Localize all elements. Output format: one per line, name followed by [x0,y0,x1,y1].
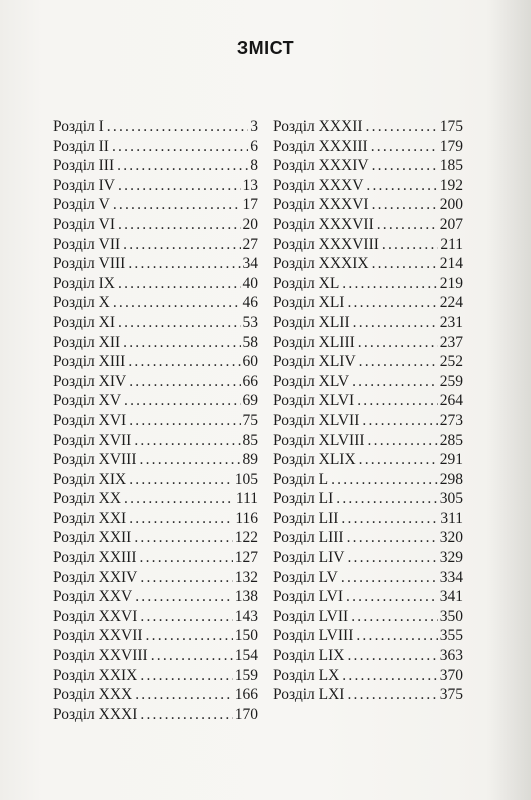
toc-entry-page-number: 27 [242,235,258,253]
toc-entry-leader-dots [371,137,438,157]
toc-entry-label: Розділ IX [53,274,115,292]
toc-entry [273,607,463,627]
toc-entry-label: Розділ LIV [273,549,345,567]
toc-entry-leader-dots [377,215,438,235]
toc-entry-leader-dots [118,176,241,196]
toc-entry [53,685,258,705]
toc-entry-label: Розділ LXI [273,686,345,704]
toc-entry [53,176,258,196]
toc-entry-leader-dots [113,195,241,215]
toc-entry-label: Розділ XXVIII [53,647,148,665]
toc-entry-label: Розділ LIX [273,647,345,665]
toc-entry-label: Розділ XXIV [53,568,138,586]
toc-entry-leader-dots [140,568,232,588]
toc-entry [53,607,258,627]
toc-entry-label: Розділ XVI [53,411,127,429]
toc-entry-leader-dots [140,607,232,627]
toc-entry-page-number: 3 [250,118,258,135]
toc-entry-leader-dots [112,137,248,157]
toc-entry-leader-dots [352,372,438,392]
toc-entry [53,431,258,451]
toc-entry-page-number: 211 [440,235,463,253]
toc-entry-page-number: 6 [250,137,258,155]
toc-entry-leader-dots [372,195,438,215]
toc-entry-leader-dots [347,548,437,568]
toc-entry-leader-dots [129,509,233,529]
toc-entry-label: Розділ XXI [53,509,127,527]
toc-entry [273,117,463,137]
toc-entry [53,568,258,588]
toc-entry-label: Розділ XLVII [273,411,360,429]
toc-entry-page-number: 40 [242,274,258,292]
toc-entry [273,509,463,529]
toc-entry-label: Розділ LVIII [273,627,354,645]
toc-entry [273,626,463,646]
toc-entry-label: Розділ XLII [273,313,350,331]
toc-entry-page-number: 150 [234,627,258,645]
toc-entry-leader-dots [347,646,437,666]
toc-entry-page-number: 170 [234,705,258,723]
toc-entry-page-number: 252 [439,353,463,371]
toc-entry [53,587,258,607]
toc-entry-leader-dots [342,666,437,686]
toc-entry-page-number: 320 [439,529,463,547]
toc-entry-label: Розділ XL [273,274,340,292]
toc-entry-leader-dots [129,372,240,392]
toc-entry-leader-dots [346,587,438,607]
toc-entry-label: Розділ XIII [53,353,126,371]
toc-entry-page-number: 154 [234,647,258,665]
toc-entry-leader-dots [134,528,232,548]
toc-entry-leader-dots [140,705,232,725]
toc-entry-label: Розділ XXXVI [273,196,369,214]
toc-entry-page-number: 224 [439,294,463,312]
toc-entry-leader-dots [118,313,241,333]
toc-entry [273,293,463,313]
toc-entry-leader-dots [123,333,240,353]
toc-entry-leader-dots [129,411,240,431]
toc-entry-label: Розділ XXXII [273,118,363,135]
toc-entry [273,235,463,255]
toc-entry-leader-dots [140,450,241,470]
toc-entry-label: Розділ XI [53,313,115,331]
toc-entry [273,450,463,470]
toc-entry-page-number: 66 [242,372,258,390]
toc-entry-label: Розділ XXXVIII [273,235,379,253]
page-title: ЗМІСТ [236,38,295,58]
toc-entry-page-number: 185 [439,157,463,175]
toc-entry [53,333,258,353]
toc-entry-label: Розділ XLIII [273,333,355,351]
toc-entry [273,470,463,490]
toc-entry-label: Розділ XXXV [273,176,364,194]
toc-entry-label: Розділ XXXI [53,705,138,723]
toc-entry [53,215,258,235]
toc-entry-label: Розділ XXII [53,529,132,547]
toc-entry [53,666,258,686]
toc-entry-leader-dots [118,274,241,294]
toc-entry-leader-dots [341,509,438,529]
toc-entry-leader-dots [341,568,438,588]
toc-entry [53,313,258,333]
toc-entry-page-number: 350 [439,607,463,625]
toc-entry [273,489,463,509]
toc-entry-page-number: 69 [242,392,258,410]
toc-entry-page-number: 85 [242,431,258,449]
toc-entry-page-number: 105 [234,470,258,488]
toc-left-column [53,117,258,724]
toc-entry-page-number: 60 [242,353,258,371]
toc-entry-leader-dots [336,489,437,509]
toc-entry [273,587,463,607]
toc-entry-label: Розділ VII [53,235,121,253]
toc-entry-page-number: 166 [234,686,258,704]
toc-entry-label: Розділ X [53,294,110,312]
toc-entry-leader-dots [118,215,241,235]
toc-entry [53,411,258,431]
toc-entry-page-number: 363 [439,647,463,665]
toc-entry [273,137,463,157]
toc-entry [53,705,258,725]
toc-entry-page-number: 264 [439,392,463,410]
toc-entry-label: Розділ VIII [53,255,126,273]
toc-entry-leader-dots [358,333,438,353]
toc-entry-page-number: 334 [439,568,463,586]
toc-entry-leader-dots [359,352,438,372]
toc-entry-leader-dots [351,607,438,627]
toc-entry-page-number: 200 [439,196,463,214]
toc-entry-page-number: 259 [439,372,463,390]
toc-entry-leader-dots [128,254,240,274]
toc-entry-page-number: 116 [235,509,258,527]
toc-entry-leader-dots [347,685,437,705]
toc-entry [53,646,258,666]
toc-entry [273,528,463,548]
toc-entry-leader-dots [146,626,233,646]
toc-entry-page-number: 175 [439,118,463,135]
toc-entry [273,333,463,353]
toc-entry-label: Розділ LI [273,490,334,508]
toc-entry [53,391,258,411]
toc-entry [273,431,463,451]
toc-entry-label: Розділ III [53,157,115,175]
toc-entry [273,215,463,235]
toc-entry-label: Розділ IV [53,176,115,194]
toc-entry-page-number: 122 [234,529,258,547]
toc-entry-page-number: 138 [234,588,258,606]
toc-entry-label: Розділ XXV [53,588,133,606]
toc-entry-leader-dots [362,411,437,431]
toc-entry-label: Розділ LIII [273,529,344,547]
toc-entry-leader-dots [117,156,248,176]
toc-entry-label: Розділ XLV [273,372,350,390]
toc-entry-label: Розділ L [273,470,329,488]
toc-entry-leader-dots [129,470,233,490]
toc-entry-leader-dots [372,254,438,274]
toc-entry-page-number: 311 [440,509,463,527]
toc-entry [53,509,258,529]
toc-entry [53,137,258,157]
toc-entry [53,626,258,646]
toc-entry-label: Розділ XXVI [53,607,138,625]
toc-entry-leader-dots [140,666,232,686]
toc-entry-leader-dots [382,235,438,255]
toc-entry-label: Розділ XXVII [53,627,143,645]
toc-entry-page-number: 329 [439,549,463,567]
toc-entry-page-number: 207 [439,215,463,233]
toc-entry-leader-dots [347,293,437,313]
toc-entry-leader-dots [366,176,437,196]
toc-entry [53,470,258,490]
toc-entry [53,117,258,137]
toc-entry [273,352,463,372]
toc-entry [273,156,463,176]
toc-entry [273,274,463,294]
toc-entry [273,195,463,215]
toc-entry-leader-dots [342,274,437,294]
toc-entry-leader-dots [128,352,240,372]
toc-entry-page-number: 305 [439,490,463,508]
toc-entry-page-number: 219 [439,274,463,292]
toc-entry-label: Розділ XIV [53,372,127,390]
toc-entry-label: Розділ XX [53,490,122,508]
toc-entry [53,548,258,568]
toc-entry-page-number: 237 [439,333,463,351]
toc-entry [53,235,258,255]
toc-entry-label: Розділ II [53,137,109,155]
toc-entry-leader-dots [331,470,438,490]
toc-entry-leader-dots [372,156,438,176]
toc-entry-label: Розділ XXIX [53,666,138,684]
toc-entry-label: Розділ XXXIX [273,255,369,273]
toc-entry-leader-dots [124,391,240,411]
toc-entry-label: Розділ XXXIII [273,137,368,155]
toc-entry [53,274,258,294]
toc-entry-label: Розділ XXX [53,686,133,704]
toc-entry-page-number: 8 [250,157,258,175]
toc-entry-leader-dots [368,431,438,451]
toc-entry-page-number: 17 [242,196,258,214]
toc-entry-page-number: 192 [439,176,463,194]
toc-entry-page-number: 298 [439,470,463,488]
toc-entry-label: Розділ XIX [53,470,127,488]
toc-entry [53,528,258,548]
toc-entry-label: Розділ LVI [273,588,344,606]
toc-entry [273,548,463,568]
toc-entry-leader-dots [357,391,438,411]
toc-entry-leader-dots [353,313,438,333]
toc-entry-label: Розділ XVIII [53,451,137,469]
toc-entry-page-number: 127 [234,549,258,567]
toc-entry-page-number: 132 [234,568,258,586]
toc-entry-label: Розділ LV [273,568,338,586]
toc-entry-leader-dots [140,548,233,568]
toc-entry-page-number: 111 [235,490,258,508]
toc-entry [273,313,463,333]
toc-entry-page-number: 13 [242,176,258,194]
toc-entry-page-number: 291 [439,451,463,469]
toc-entry-page-number: 341 [439,588,463,606]
toc-entry-page-number: 46 [242,294,258,312]
toc-entry [273,411,463,431]
toc-entry-label: Розділ XII [53,333,121,351]
toc-entry [53,156,258,176]
toc-entry-label: Розділ XV [53,392,122,410]
toc-entry-label: Розділ XLVI [273,392,355,410]
toc-entry-page-number: 143 [234,607,258,625]
toc-entry-label: Розділ VI [53,215,115,233]
toc-entry [53,293,258,313]
toc-entry-leader-dots [135,685,233,705]
toc-entry-leader-dots [359,450,438,470]
toc-entry [273,254,463,274]
toc-entry-page-number: 370 [439,666,463,684]
toc-entry [53,450,258,470]
toc-entry-page-number: 355 [439,627,463,645]
toc-entry-label: Розділ XLIV [273,353,356,371]
toc-entry [273,176,463,196]
toc-entry-leader-dots [123,235,240,255]
toc-entry [273,372,463,392]
toc-entry [53,352,258,372]
toc-entry [273,685,463,705]
toc-right-column [273,117,463,705]
toc-entry-label: Розділ XXXVII [273,215,374,233]
toc-entry-leader-dots [151,646,233,666]
toc-entry-page-number: 75 [242,411,258,429]
toc-entry [273,646,463,666]
toc-entry-label: Розділ LII [273,509,339,527]
toc-entry-label: Розділ V [53,196,110,214]
toc-entry-page-number: 89 [242,451,258,469]
toc-entry-page-number: 375 [439,686,463,704]
toc-entry-leader-dots [356,626,437,646]
toc-entry [53,372,258,392]
toc-entry-label: Розділ XLIX [273,451,356,469]
toc-entry-label: Розділ XVII [53,431,132,449]
toc-entry-leader-dots [135,587,233,607]
toc-entry-leader-dots [347,528,438,548]
toc-entry-page-number: 34 [242,255,258,273]
toc-entry-label: Розділ XLVIII [273,431,365,449]
toc-entry-label: Розділ XXIII [53,549,137,567]
toc-entry-page-number: 20 [242,215,258,233]
toc-entry-label: Розділ I [53,118,104,135]
toc-entry-label: Розділ LX [273,666,340,684]
toc-entry-label: Розділ LVII [273,607,349,625]
toc-entry-page-number: 179 [439,137,463,155]
toc-entry-leader-dots [134,431,240,451]
toc-entry [273,568,463,588]
toc-entry [53,489,258,509]
toc-entry-page-number: 159 [234,666,258,684]
toc-entry-page-number: 58 [242,333,258,351]
page-gutter-shadow [485,0,531,800]
toc-entry-leader-dots [366,117,438,137]
toc-entry-page-number: 231 [439,313,463,331]
toc-entry [273,666,463,686]
toc-entry-page-number: 285 [439,431,463,449]
toc-entry-label: Розділ XLI [273,294,345,312]
toc-entry-label: Розділ XXXIV [273,157,369,175]
toc-entry [53,254,258,274]
toc-entry [53,195,258,215]
toc-entry-leader-dots [124,489,234,509]
toc-entry-leader-dots [113,293,241,313]
toc-entry [273,391,463,411]
toc-entry-page-number: 214 [439,255,463,273]
toc-entry-page-number: 273 [439,411,463,429]
toc-entry-leader-dots [107,117,248,137]
toc-entry-page-number: 53 [242,313,258,331]
